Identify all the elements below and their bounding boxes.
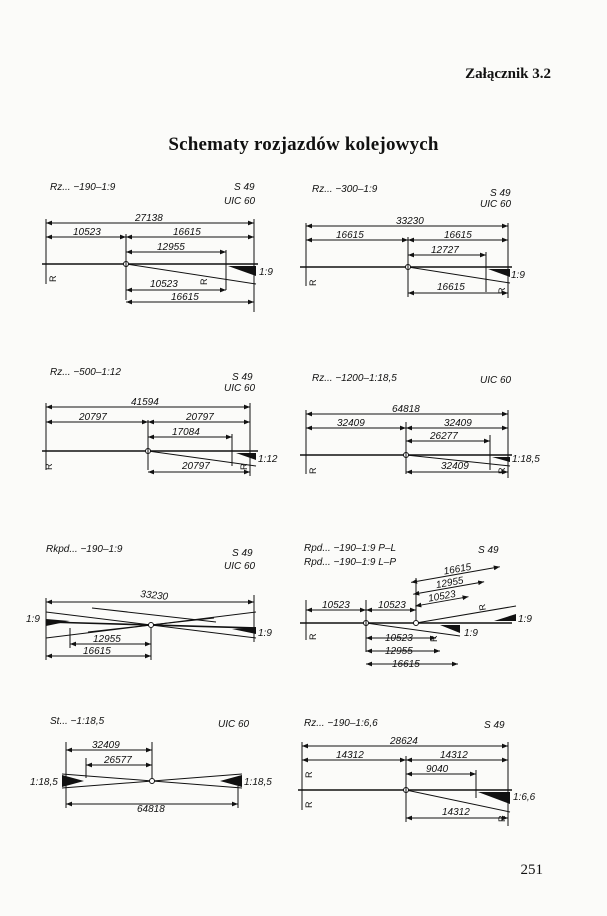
- dim-value: 16615: [171, 292, 199, 303]
- radius-mark: R: [308, 633, 318, 640]
- crossing-ratio: 1:9: [259, 267, 273, 278]
- dim-value: 10523: [73, 227, 101, 238]
- diagram-rz-500-1-12: [42, 367, 278, 476]
- rail-type: UIC 60: [224, 196, 256, 207]
- diagram-rz-1200-1-18-5: [300, 373, 540, 478]
- dim-value: 9040: [426, 764, 449, 775]
- dim-value: 32409: [337, 418, 365, 429]
- dim-value: 10523: [150, 279, 178, 290]
- turnout-name: St... −1:18,5: [50, 716, 105, 727]
- diagram-rz-190-1-6-6: [298, 718, 536, 826]
- crossing-ratio: 1:9: [518, 614, 532, 625]
- turnout-name: Rz... −300–1:9: [312, 184, 378, 195]
- radius-mark: R: [429, 635, 439, 642]
- radius-mark: R: [199, 278, 209, 285]
- turnout-name: Rpd... −190–1:9 L–P: [304, 557, 397, 568]
- dim-value: 14312: [442, 807, 470, 818]
- dim-value: 10523: [427, 588, 457, 605]
- rail-type: UIC 60: [218, 719, 250, 730]
- rail-type: UIC 60: [224, 383, 256, 394]
- dim-value: 32409: [441, 461, 469, 472]
- crossing-ratio: 1:18,5: [244, 777, 272, 788]
- dim-value: 28624: [390, 736, 418, 747]
- dim-value: 26577: [104, 755, 132, 766]
- dim-value: 14312: [440, 750, 468, 761]
- crossing-ratio: 1:9: [511, 270, 525, 281]
- turnout-name: Rz... −190–1:9: [50, 182, 116, 193]
- rail-type: S 49: [232, 372, 253, 383]
- turnout-name: Rpd... −190–1:9 P–L: [304, 543, 397, 554]
- dim-value: 12727: [431, 245, 459, 256]
- turnout-name: Rz... −1200–1:18,5: [312, 373, 397, 384]
- dim-value: 20797: [79, 412, 107, 423]
- rail-type: S 49: [478, 545, 499, 556]
- dim-value: 16615: [437, 282, 465, 293]
- dim-value: 12955: [157, 242, 185, 253]
- dim-value: 16615: [444, 230, 472, 241]
- radius-mark: R: [44, 463, 54, 470]
- dim-value: 64818: [137, 804, 165, 815]
- dim-value: 10523: [378, 600, 406, 611]
- radius-mark: R: [308, 279, 318, 286]
- turnout-name: Rz... −500–1:12: [50, 367, 121, 378]
- crossing-ratio: 1:6,6: [513, 792, 536, 803]
- crossing-ratio: 1:9: [26, 614, 40, 625]
- dim-value: 27138: [135, 213, 163, 224]
- radius-mark: R: [304, 801, 314, 808]
- turnout-name: Rkpd... −190–1:9: [46, 544, 123, 555]
- radius-mark: R: [497, 467, 507, 474]
- rail-type: S 49: [232, 548, 253, 559]
- rail-type: UIC 60: [480, 375, 512, 386]
- rail-type: S 49: [234, 182, 255, 193]
- dim-value: 20797: [182, 461, 210, 472]
- dim-value: 12955: [93, 634, 121, 645]
- radius-mark: R: [48, 275, 58, 282]
- page-number: 251: [520, 862, 543, 878]
- dim-value: 26277: [430, 431, 458, 442]
- diagram-rpd-190-1-9: [300, 543, 532, 670]
- dim-value: 16615: [173, 227, 201, 238]
- dim-value: 33230: [139, 588, 169, 603]
- dim-value: 16615: [392, 659, 420, 670]
- dim-value: 64818: [392, 404, 420, 415]
- dim-value: 17084: [172, 427, 200, 438]
- radius-mark: R: [476, 603, 488, 612]
- frog-wedge: [228, 266, 256, 276]
- rail-type: S 49: [490, 188, 511, 199]
- radius-mark: R: [308, 467, 318, 474]
- dim-value: 16615: [336, 230, 364, 241]
- rail-type: S 49: [484, 720, 505, 731]
- page-title: Schematy rozjazdów kolejowych: [168, 134, 439, 155]
- dim-value: 16615: [83, 646, 111, 657]
- appendix-label: Załącznik 3.2: [465, 66, 551, 82]
- crossing-ratio: 1:9: [464, 628, 478, 639]
- dim-value: 10523: [385, 633, 413, 644]
- dim-value: 10523: [322, 600, 350, 611]
- diagram-rz-300-1-9: [300, 184, 525, 298]
- turnout-name: Rz... −190–1:6,6: [304, 718, 378, 729]
- radius-mark: R: [239, 463, 249, 470]
- dim-value: 32409: [92, 740, 120, 751]
- crossing-ratio: 1:12: [258, 454, 278, 465]
- dim-value: 33230: [396, 216, 424, 227]
- diagram-rz-190-1-9: [42, 182, 273, 312]
- dim-value: 41594: [131, 397, 159, 408]
- crossing-ratio: 1:9: [258, 628, 272, 639]
- dim-value: 32409: [444, 418, 472, 429]
- diagram-st-1-18-5: [30, 716, 272, 815]
- dim-value: 12955: [435, 575, 465, 592]
- crossing-ratio: 1:18,5: [30, 777, 58, 788]
- dim-value: 14312: [336, 750, 364, 761]
- radius-mark: R: [497, 287, 507, 294]
- dim-value: 12955: [385, 646, 413, 657]
- dim-value: 20797: [186, 412, 214, 423]
- radius-mark: R: [304, 771, 314, 778]
- diagram-rkpd-190-1-9: [26, 544, 272, 660]
- radius-mark: R: [497, 815, 507, 822]
- crossing-ratio: 1:18,5: [512, 454, 540, 465]
- rail-type: UIC 60: [480, 199, 512, 210]
- dim-value: 16615: [442, 561, 473, 578]
- rail-type: UIC 60: [224, 561, 256, 572]
